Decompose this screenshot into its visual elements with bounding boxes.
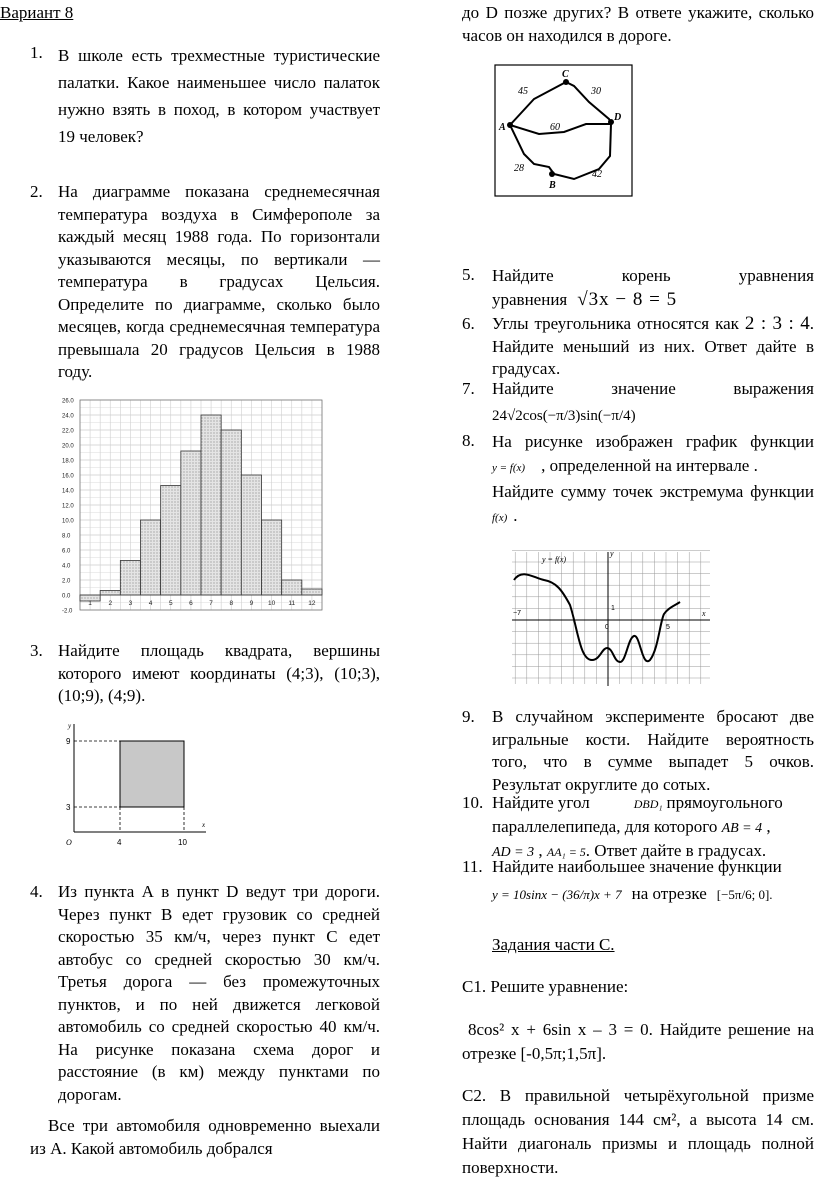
square-figure <box>60 720 210 850</box>
point-d: D <box>614 112 622 123</box>
bar-month-8 <box>221 430 241 595</box>
question-number: 10. <box>462 793 484 812</box>
question-number: 8. <box>462 431 475 450</box>
y9-label: 9 <box>66 737 71 746</box>
y-tick-label: 12.0 <box>62 503 74 510</box>
question-2 <box>30 181 380 384</box>
distance-28: 28 <box>514 163 524 174</box>
question-number: 3. <box>30 641 43 660</box>
equation-formula: √3x − 8 = 5 <box>577 289 678 310</box>
x-tick-label: 6 <box>189 600 193 607</box>
bar-month-6 <box>181 451 201 595</box>
y-tick-label: 26.0 <box>62 398 74 405</box>
question-number: 7. <box>462 379 475 398</box>
question-3 <box>30 640 380 708</box>
bar-month-10 <box>262 520 282 595</box>
bar-month-7 <box>201 415 221 595</box>
x-tick-label: 9 <box>249 600 254 607</box>
question-text-a: На рисунке изображен график функции <box>492 432 814 451</box>
square-shape <box>120 741 184 807</box>
y-tick-label: 22.0 <box>62 428 74 435</box>
question-text: Найдите корень уравнения <box>492 266 814 285</box>
x-tick-label: 5 <box>168 600 173 607</box>
graph-five: 5 <box>666 624 670 631</box>
x10-label: 10 <box>178 838 187 847</box>
expression-formula: 24√2cos(−π/3)sin(−π/4) <box>492 407 636 424</box>
function-graph <box>512 550 712 686</box>
bar-month-3 <box>120 561 140 596</box>
bar-month-4 <box>141 520 161 595</box>
question-4 <box>30 881 380 1106</box>
question-9 <box>462 706 814 796</box>
function-label: y = f(x) <box>492 462 526 474</box>
roads-diagram <box>494 64 634 198</box>
bar-month-5 <box>161 486 181 596</box>
point-b: B <box>549 180 556 191</box>
x-tick-label: 11 <box>288 600 296 607</box>
function-formula: y = 10sinx − (36/π)x + 7 <box>492 886 622 902</box>
ratio-formula: 2 : 3 : 4 <box>744 313 810 334</box>
question-10: 10. Найдите угол DBD₁ прямоугольного параллелепипеда, для которого AB = 4 , AD = 3 , AA₁ = 5. Ответ дайте в градусах. <box>462 793 783 860</box>
question-text-b: на отрезке <box>631 883 707 903</box>
graph-x-label: x <box>702 609 706 618</box>
question-text-d: . <box>513 506 518 525</box>
question-text: Найдите площадь квадрата, вершины которого имеют координаты (4;3), (10;3), (10;9), (4;9). <box>58 641 380 705</box>
part-c-heading: Задания части С. <box>492 935 615 954</box>
interval-formula: [−5π/6; 0]. <box>716 886 773 902</box>
question-4-continued-2: до D позже других? В ответе укажите, сколько часов он находился в дороге. <box>462 3 814 45</box>
graph-zero: 0 <box>605 624 609 631</box>
question-5: 5. Найдите корень уравнения уравнения √3x − 8 = 5 <box>462 265 814 310</box>
question-8 <box>462 430 814 530</box>
x-tick-label: 8 <box>229 600 234 607</box>
bar-month-9 <box>241 475 261 595</box>
question-text-b: , определенной на интервале . <box>541 456 758 475</box>
point-c: C <box>562 69 569 80</box>
ad-value: AD = 3 <box>492 845 535 860</box>
origin-label: O <box>66 838 72 847</box>
distance-42: 42 <box>592 169 602 180</box>
question-11 <box>462 856 814 906</box>
y-tick-label: -2.0 <box>62 608 73 614</box>
bar-month-2 <box>100 591 120 596</box>
distance-30: 30 <box>591 86 601 97</box>
graph-one: 1 <box>611 605 615 612</box>
y-tick-label: 16.0 <box>62 473 74 480</box>
x-tick-label: 12 <box>308 600 316 607</box>
y-axis-label: y <box>68 722 72 730</box>
x4-label: 4 <box>117 838 122 847</box>
point-a: A <box>499 122 506 133</box>
question-number: 2. <box>30 182 43 201</box>
question-text: В случайном эксперименте бросают две игральные кости. Найдите вероятность того, что в сумме выпадет 5 очков. Результат округлите до сотых. <box>492 707 814 794</box>
question-number: 11. <box>462 857 483 876</box>
question-text: Из пункта А в пункт D ведут три дороги. Через пункт В едет грузовик со средней скоростью 35 км/ч, через пункт С едет автобус со средней скоростью 30 км/ч. Третья дорога — без промежуточных пунктов, и по ней движется легковой автомобиль со средней скоростью 40 км/ч. На рисунке показана схема дорог и расстояние (в км) между пунктами по дорогам. <box>58 882 380 1104</box>
y-tick-label: 4.0 <box>62 563 71 570</box>
question-text: На диаграмме показана среднемесячная температура воздуха в Симферополе за каждый месяц 1988 года. По горизонтали указываются месяцы, по вертикали — температура в градусах Цельсия. Определите по диаграмме, сколько было месяцев, когда среднемесячная температура превышала 20 градусов Цельсия в 1988 году. <box>58 182 380 381</box>
temperature-histogram <box>60 396 324 614</box>
c1-text: 8cos² x + 6sin x – 3 = 0. Найдите решение на отрезке [-0,5π;1,5π]. <box>462 1020 814 1063</box>
ab-value: AB = 4 <box>721 820 763 836</box>
bar-month-11 <box>282 580 302 595</box>
distance-45: 45 <box>518 86 528 97</box>
x-tick-label: 2 <box>108 600 113 607</box>
x-tick-label: 3 <box>128 600 133 607</box>
y-tick-label: 2.0 <box>62 578 71 585</box>
question-number: 6. <box>462 314 475 333</box>
question-4-continued: Все три автомобиля одновременно выехали из А. Какой автомобиль добрался <box>30 1116 380 1158</box>
y3-label: 3 <box>66 803 71 812</box>
aa1-value: AA₁ = 5 <box>546 845 586 859</box>
x-tick-label: 4 <box>148 600 153 607</box>
graph-minus7: −7 <box>513 610 521 617</box>
c2-text: С2. В правильной четырёхугольной призме площадь основания 144 см², а высота 14 см. Найти диагональ призмы и площадь полной поверхности. <box>462 1086 814 1177</box>
graph-function-label: y = f(x) <box>542 555 567 564</box>
x-tick-label: 10 <box>267 600 276 607</box>
question-text: Найдите наибольшее значение функции <box>492 857 782 876</box>
y-tick-label: 20.0 <box>62 443 74 450</box>
x-axis-label: x <box>202 821 206 829</box>
question-text-c: . Ответ дайте в градусах. <box>585 841 767 860</box>
question-text-b: прямоугольного параллелепипеда, для которого <box>492 793 783 836</box>
x-tick-label: 7 <box>209 600 213 607</box>
variant-title: Вариант 8 <box>0 3 74 22</box>
question-text-a: Углы треугольника относятся как <box>492 314 739 333</box>
y-tick-label: 24.0 <box>62 413 74 420</box>
function-label-2: f(x) <box>492 512 508 524</box>
x-tick-label: 1 <box>88 600 92 607</box>
question-text: Найдите значение выражения <box>492 379 814 398</box>
graph-y-label: y <box>610 550 614 558</box>
y-tick-label: 18.0 <box>62 458 74 465</box>
question-number: 9. <box>462 707 475 726</box>
question-text: В школе есть трехместные туристические палатки. Какое наименьшее число палаток нужно взять в поход, в котором участвует 19 человек? <box>58 46 380 146</box>
function-curve <box>514 574 680 662</box>
distance-60: 60 <box>550 122 560 133</box>
bar-month-12 <box>302 589 322 595</box>
c1-heading: С1. Решите уравнение: <box>462 977 629 996</box>
y-tick-label: 8.0 <box>62 533 71 540</box>
y-tick-label: 14.0 <box>62 488 74 495</box>
question-number: 5. <box>462 265 475 284</box>
question-number: 4. <box>30 882 43 901</box>
question-1 <box>30 42 380 150</box>
y-tick-label: 10.0 <box>62 518 74 525</box>
question-7 <box>462 378 814 427</box>
question-6 <box>462 313 814 381</box>
y-tick-label: 6.0 <box>62 548 71 555</box>
question-number: 1. <box>30 43 43 62</box>
y-tick-label: 0.0 <box>62 593 71 600</box>
question-text-c: Найдите сумму точек экстремума функции <box>492 482 814 501</box>
question-text-b: . Найдите меньший из них. Ответ дайте в градусах. <box>492 314 814 378</box>
question-text-a: Найдите угол <box>492 793 590 812</box>
angle-label: DBD₁ <box>633 797 663 811</box>
